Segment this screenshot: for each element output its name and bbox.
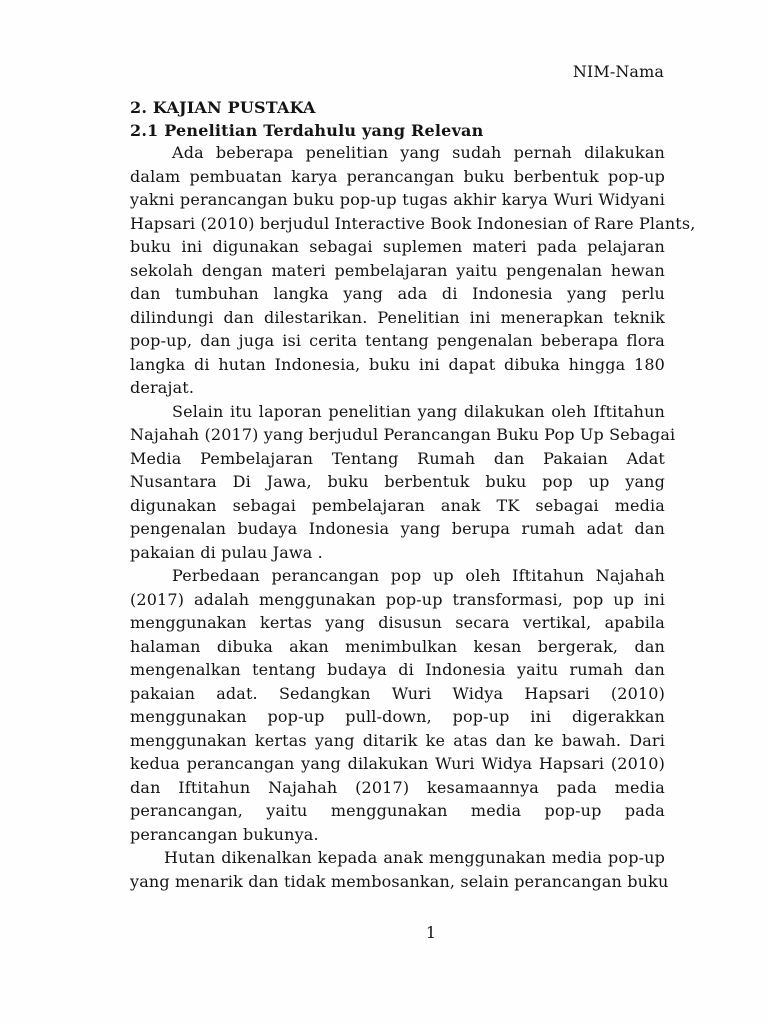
- section-title: 2.1 Penelitian Terdahulu yang Relevan: [130, 121, 484, 140]
- chapter-title: 2. KAJIAN PUSTAKA: [130, 98, 316, 117]
- header-label: NIM-Nama: [572, 62, 664, 81]
- paragraph-1: [130, 141, 696, 400]
- paragraph-line: yang menarik dan tidak membosankan, selain perancangan buku: [130, 871, 669, 891]
- paragraph-line: perancangan, yaitu menggunakan media pop-up pada: [130, 801, 665, 820]
- paragraph-line: kedua perancangan yang dilakukan Wuri Widya Hapsari (2010): [130, 754, 665, 773]
- paragraph-line: dalam pembuatan karya perancangan buku berbentuk pop-up: [130, 166, 665, 186]
- paragraph-line: dilindungi dan dilestarikan. Penelitian ini menerapkan teknik: [130, 307, 665, 327]
- paragraph-line: mengenalkan tentang budaya di Indonesia yaitu rumah dan: [130, 660, 665, 679]
- paragraph-line: halaman dibuka akan menimbulkan kesan bergerak, dan: [130, 636, 665, 656]
- paragraph-line: menggunakan pop-up pull-down, pop-up ini digerakkan: [130, 707, 665, 726]
- paragraph-line: menggunakan kertas yang disusun secara vertikal, apabila: [130, 613, 665, 632]
- paragraph-line: Perbedaan perancangan pop up oleh Iftitahun Najahah: [172, 566, 665, 585]
- page-number: 1: [425, 923, 437, 942]
- paragraph-line: Ada beberapa penelitian yang sudah pernah dilakukan: [172, 143, 665, 162]
- paragraph-line: Najahah (2017) yang berjudul Perancangan Buku Pop Up Sebagai: [130, 425, 676, 444]
- paragraph-line: pop-up, dan juga isi cerita tentang pengenalan beberapa flora: [130, 331, 665, 350]
- body-text: [130, 141, 696, 893]
- paragraph-line: langka di hutan Indonesia, buku ini dapat dibuka hingga 180: [130, 354, 665, 374]
- paragraph-line: pakaian di pulau Jawa .: [130, 542, 323, 562]
- paragraph-line: pengenalan budaya Indonesia yang berupa rumah adat dan: [130, 519, 665, 538]
- paragraph-line: buku ini digunakan sebagai suplemen materi pada pelajaran: [130, 237, 665, 256]
- paragraph-line: digunakan sebagai pembelajaran anak TK sebagai media: [130, 495, 665, 515]
- paragraph-line: yakni perancangan buku pop-up tugas akhir karya Wuri Widyani: [130, 190, 665, 209]
- paragraph-line: pakaian adat. Sedangkan Wuri Widya Hapsari (2010): [130, 683, 665, 703]
- paragraph-line: Media Pembelajaran Tentang Rumah dan Pakaian Adat: [130, 448, 665, 468]
- paragraph-line: Selain itu laporan penelitian yang dilakukan oleh Iftitahun: [172, 401, 665, 421]
- paragraph-line: dan Iftitahun Najahah (2017) kesamaannya pada media: [130, 777, 665, 797]
- paragraph-line: sekolah dengan materi pembelajaran yaitu pengenalan hewan: [130, 260, 665, 280]
- paragraph-2: [130, 400, 676, 565]
- paragraph-line: derajat.: [130, 378, 195, 397]
- paragraph-line: dan tumbuhan langka yang ada di Indonesia yang perlu: [130, 284, 665, 303]
- paragraph-3: [130, 564, 665, 846]
- paragraph-4: [130, 846, 669, 893]
- paragraph-line: perancangan bukunya.: [130, 824, 319, 844]
- paragraph-line: Hutan dikenalkan kepada anak menggunakan media pop-up: [164, 848, 665, 867]
- paragraph-line: Hapsari (2010) berjudul Interactive Book Indonesian of Rare Plants,: [130, 213, 696, 233]
- paragraph-line: Nusantara Di Jawa, buku berbentuk buku pop up yang: [130, 472, 665, 491]
- paragraph-line: (2017) adalah menggunakan pop-up transformasi, pop up ini: [130, 589, 665, 609]
- paragraph-line: menggunakan kertas yang ditarik ke atas dan ke bawah. Dari: [130, 730, 665, 750]
